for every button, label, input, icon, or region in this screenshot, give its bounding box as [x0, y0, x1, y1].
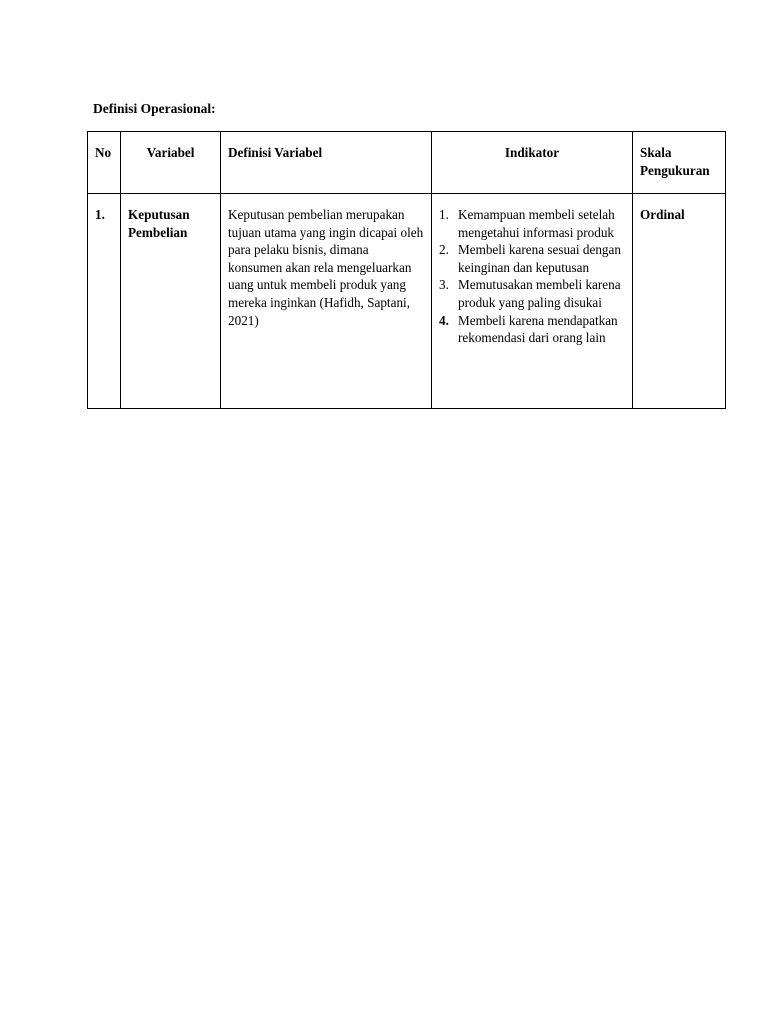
header-no: No — [88, 132, 121, 194]
list-marker: 3. — [439, 277, 449, 293]
list-item — [439, 276, 625, 311]
cell-indikator — [432, 194, 633, 409]
list-item — [439, 312, 625, 347]
list-item-text: Kemampuan membeli setelah mengetahui informasi produk — [458, 207, 615, 240]
table-row — [88, 194, 726, 409]
list-marker: 1. — [439, 207, 449, 222]
list-item-text: Memutusakan membeli karena produk yang paling disukai — [458, 277, 621, 310]
operational-definition-table — [87, 131, 726, 409]
indicator-list — [439, 206, 625, 347]
list-item — [439, 241, 625, 276]
list-item-text: Membeli karena sesuai dengan keinginan dan keputusan — [458, 242, 621, 275]
list-marker: 4. — [439, 312, 449, 328]
list-item-text: Membeli karena mendapatkan rekomendasi dari orang lain — [458, 312, 618, 346]
list-marker: 2. — [439, 242, 449, 258]
header-definisi: Definisi Variabel — [221, 132, 432, 194]
table-header-row — [88, 132, 726, 194]
section-heading: Definisi Operasional: — [93, 101, 216, 116]
cell-definisi: Keputusan pembelian merupakan tujuan utama yang ingin dicapai oleh para pelaku bisnis, dimana konsumen akan rela mengeluarkan uang untuk membeli produk yang mereka inginkan (Hafidh, Saptani, 2021) — [221, 194, 432, 409]
header-skala: Skala Pengukuran — [633, 132, 726, 194]
header-variabel: Variabel — [121, 132, 221, 194]
cell-no: 1. — [88, 194, 121, 409]
cell-skala: Ordinal — [633, 194, 726, 409]
cell-variabel: Keputusan Pembelian — [121, 194, 221, 409]
header-indikator: Indikator — [432, 132, 633, 194]
list-item — [439, 206, 625, 241]
